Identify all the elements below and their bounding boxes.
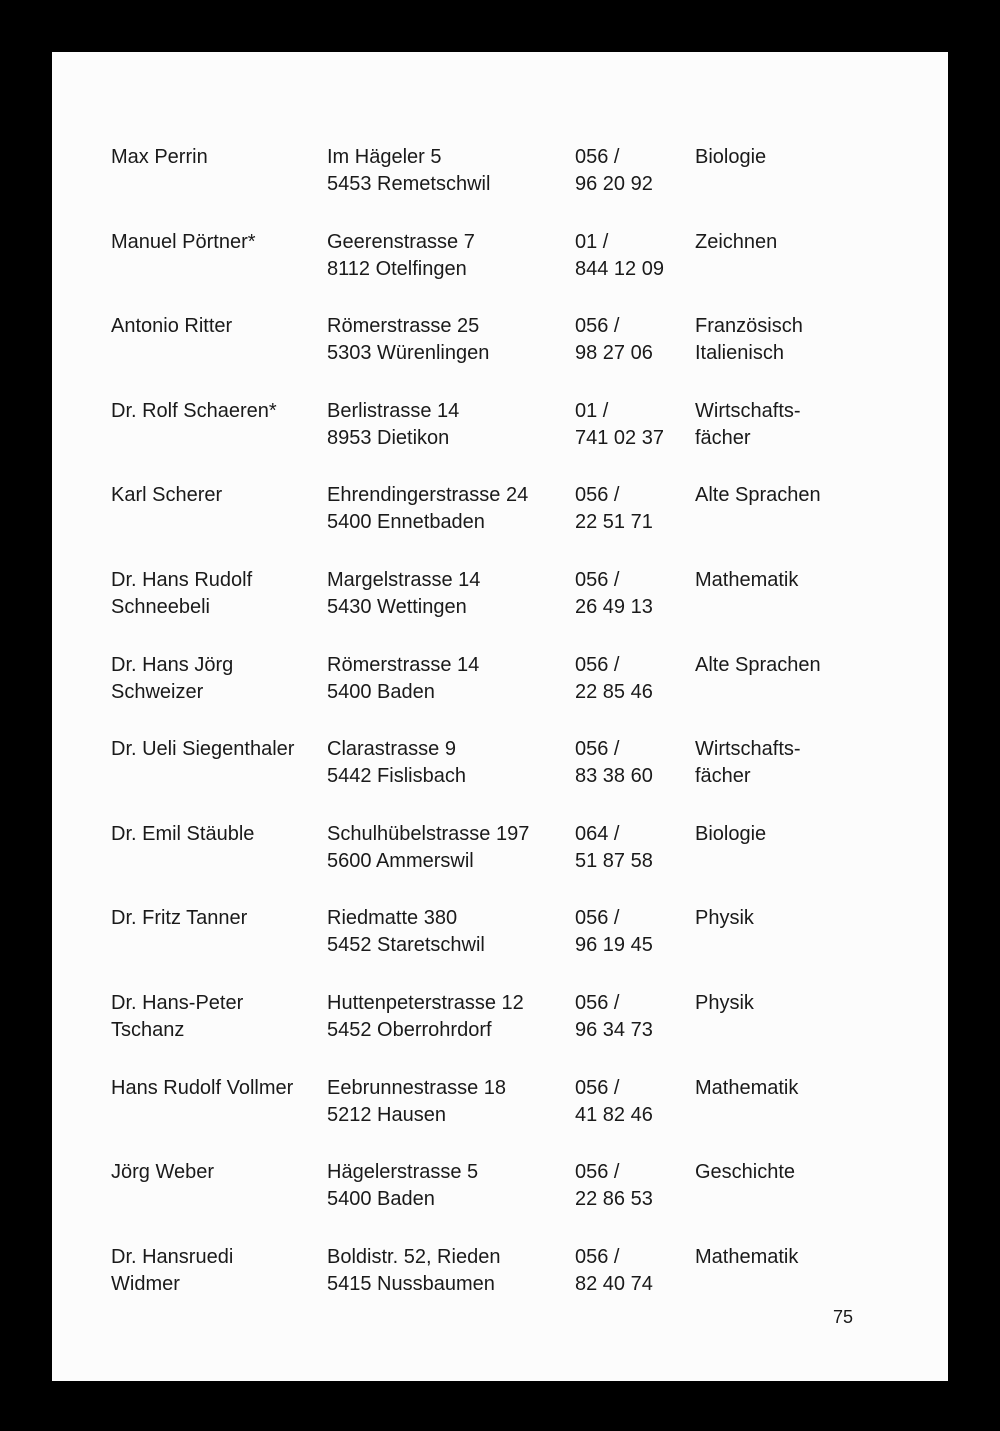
subject [695,398,945,452]
person-name-line: Karl Scherer [111,484,223,507]
address-line: Huttenpeterstrasse 12 [327,992,524,1014]
person-name-line: Dr. Rolf Schaeren* [111,399,277,422]
directory-entry [52,482,948,542]
directory-entry [52,905,948,965]
directory-entry [52,652,948,712]
person-name-line: Schneebeli [111,596,210,618]
phone-number-line: 056 / [575,738,620,761]
phone-number [575,144,690,198]
directory-entry [52,990,948,1050]
subject [695,1159,945,1186]
address-line: Geerenstrasse 7 [327,230,475,253]
subject [695,567,945,594]
address-line: 5303 Würenlingen [327,342,490,365]
address-line: 5400 Baden [327,680,435,703]
person-name [111,821,321,848]
address [327,821,572,875]
phone-number-line: 056 / [575,315,620,338]
address-line: 5415 Nussbaumen [327,1272,495,1295]
subject-line: Mathematik [695,1245,799,1268]
address-line: Clarastrasse 9 [327,738,456,761]
address-line: 5400 Baden [327,1188,435,1211]
address-line: 5452 Staretschwil [327,934,485,957]
address-line: 5452 Oberrohrdorf [327,1019,492,1041]
address [327,567,572,621]
person-name [111,482,321,509]
phone-number-line: 96 20 92 [575,173,653,195]
subject [695,313,945,367]
phone-number [575,398,690,452]
phone-number-line: 96 34 73 [575,1019,653,1041]
subject-line: Geschichte [695,1161,796,1184]
subject-line: Biologie [695,146,767,168]
directory-entry [52,1159,948,1219]
subject-line: Physik [695,992,754,1014]
address [327,229,572,283]
address [327,736,572,790]
phone-number-line: 056 / [575,569,620,591]
phone-number-line: 741 02 37 [575,426,664,449]
person-name [111,990,321,1044]
subject-line: fächer [695,765,751,788]
person-name-line: Dr. Hans-Peter [111,992,244,1014]
phone-number [575,821,690,875]
person-name-line: Schweizer [111,680,204,703]
phone-number-line: 056 / [575,992,620,1014]
phone-number [575,567,690,621]
subject-line: Alte Sprachen [695,484,821,507]
directory-entry [52,821,948,881]
subject-line: Physik [695,907,754,930]
document-page [52,52,948,1381]
person-name-line: Hans Rudolf Vollmer [111,1076,294,1099]
address-line: 5212 Hausen [327,1103,446,1126]
address [327,652,572,706]
person-name [111,229,321,256]
address-line: 5600 Ammerswil [327,849,474,872]
directory-entry [52,398,948,458]
address [327,313,572,367]
address-line: 8112 Otelfingen [327,257,467,280]
person-name-line: Antonio Ritter [111,315,233,338]
person-name [111,905,321,932]
phone-number-line: 96 19 45 [575,934,653,957]
subject [695,1244,945,1271]
address-line: 5400 Ennetbaden [327,511,485,534]
person-name-line: Widmer [111,1272,180,1295]
person-name [111,567,321,621]
person-name [111,398,321,425]
address-line: Ehrendingerstrasse 24 [327,484,529,507]
person-name-line: Jörg Weber [111,1161,215,1184]
phone-number-line: 01 / [575,399,609,422]
phone-number-line: 056 / [575,1161,620,1184]
address-line: Römerstrasse 25 [327,315,480,338]
subject [695,990,945,1017]
phone-number-line: 056 / [575,653,620,676]
directory-entry [52,1075,948,1135]
address-line: Schulhübelstrasse 197 [327,822,530,845]
address-line: 8953 Dietikon [327,426,450,449]
person-name-line: Dr. Emil Stäuble [111,822,255,845]
directory-entry [52,736,948,796]
person-name [111,313,321,340]
address-line: Riedmatte 380 [327,907,458,930]
phone-number-line: 22 51 71 [575,511,653,534]
subject-line: Französisch [695,315,803,338]
phone-number-line: 056 / [575,1076,620,1099]
phone-number-line: 064 / [575,822,620,845]
address-line: Römerstrasse 14 [327,653,480,676]
subject-line: Zeichnen [695,230,778,253]
person-name [111,736,321,763]
directory-entry [52,567,948,627]
subject [695,652,945,679]
subject [695,482,945,509]
person-name [111,1159,321,1186]
phone-number [575,652,690,706]
phone-number-line: 98 27 06 [575,342,653,365]
directory-entry [52,144,948,204]
address [327,905,572,959]
subject [695,736,945,790]
phone-number [575,313,690,367]
phone-number-line: 26 49 13 [575,596,653,618]
address [327,1075,572,1129]
subject-line: Biologie [695,822,767,845]
phone-number-line: 22 85 46 [575,680,653,703]
person-name-line: Dr. Ueli Siegenthaler [111,738,295,761]
subject-line: Mathematik [695,1076,799,1099]
phone-number-line: 83 38 60 [575,765,653,788]
address [327,482,572,536]
subject-line: fächer [695,426,751,449]
address [327,398,572,452]
person-name-line: Dr. Hansruedi [111,1245,234,1268]
person-name [111,144,321,171]
phone-number [575,1075,690,1129]
address-line: 5442 Fislisbach [327,765,466,788]
address-line: Berlistrasse 14 [327,399,460,422]
address-line: Margelstrasse 14 [327,569,481,591]
address-line: Eebrunnestrasse 18 [327,1076,507,1099]
phone-number [575,905,690,959]
address [327,990,572,1044]
phone-number [575,1159,690,1213]
phone-number [575,990,690,1044]
phone-number-line: 41 82 46 [575,1103,653,1126]
phone-number-line: 01 / [575,230,609,253]
phone-number [575,229,690,283]
page-number: 75 [832,1307,853,1327]
person-name-line: Max Perrin [111,146,208,168]
phone-number [575,736,690,790]
phone-number-line: 056 / [575,484,620,507]
address [327,1244,572,1298]
subject [695,229,945,256]
address-line: Im Hägeler 5 [327,146,442,168]
phone-number-line: 056 / [575,907,620,930]
address-line: Hägelerstrasse 5 [327,1161,479,1184]
person-name-line: Dr. Hans Rudolf [111,569,253,591]
phone-number-line: 844 12 09 [575,257,664,280]
phone-number-line: 22 86 53 [575,1188,653,1211]
address-line: 5453 Remetschwil [327,173,491,195]
directory-entry [52,229,948,289]
person-name-line: Dr. Hans Jörg [111,653,234,676]
person-name [111,1244,321,1298]
subject-line: Mathematik [695,569,799,591]
subject [695,905,945,932]
phone-number-line: 056 / [575,1245,620,1268]
person-name [111,1075,321,1102]
phone-number [575,1244,690,1298]
person-name [111,652,321,706]
address-line: 5430 Wettingen [327,596,467,618]
subject-line: Alte Sprachen [695,653,821,676]
phone-number-line: 82 40 74 [575,1272,653,1295]
subject-line: Wirtschafts- [695,738,801,761]
address [327,144,572,198]
person-name-line: Dr. Fritz Tanner [111,907,248,930]
address-line: Boldistr. 52, Rieden [327,1245,501,1268]
address [327,1159,572,1213]
subject-line: Wirtschafts- [695,399,801,422]
subject [695,144,945,171]
person-name-line: Manuel Pörtner* [111,230,256,253]
subject-line: Italienisch [695,342,784,365]
phone-number-line: 056 / [575,146,620,168]
phone-number-line: 51 87 58 [575,849,653,872]
subject [695,821,945,848]
person-name-line: Tschanz [111,1019,185,1041]
directory-entry [52,1244,948,1304]
subject [695,1075,945,1102]
directory-entry [52,313,948,373]
phone-number [575,482,690,536]
